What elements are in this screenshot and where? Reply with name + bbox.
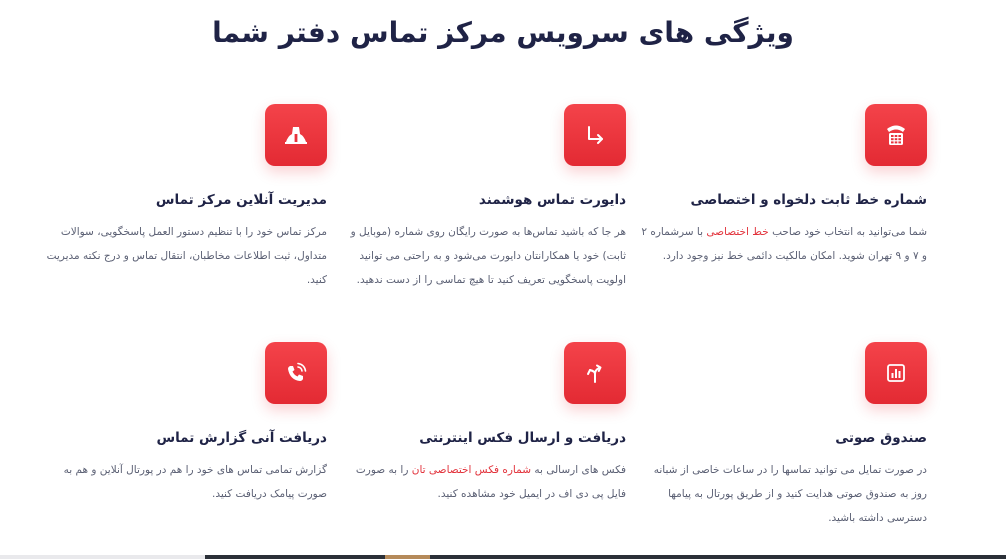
feature-icon-box [865,104,927,166]
feature-icon-box [865,342,927,404]
feature-card-online-management [37,104,327,284]
feature-title: شماره خط ثابت دلخواه و اختصاصی [690,192,927,208]
feature-description [336,458,626,506]
feature-description-text: شما می‌توانید به انتخاب خود صاحب [768,226,927,238]
feature-card-dedicated-line [637,104,927,284]
feature-description-text: را به صورت فایل پی دی اف در ایمیل خود مشاهده کنید. [355,464,626,500]
feature-description-text: با سرشماره ۲ و ۷ و ۹ تهران شوید. امکان مالکیت دائمی خط نیز وجود دارد. [641,226,927,262]
footer-divider [430,555,1006,559]
feature-icon-box [564,342,626,404]
dedicated-line-link[interactable]: خط اختصاصی [706,226,769,238]
fork-arrows-icon [580,358,610,388]
feature-title: دریافت آنی گزارش تماس [156,430,327,446]
feature-icon-box [564,104,626,166]
feature-description-text: فکس های ارسالی به [531,464,626,476]
feature-title: دایورت تماس هوشمند [478,192,626,208]
feature-description: هر جا که باشید تماس‌ها به صورت رایگان روی شماره (موبایل و ثابت) خود یا همکارانتان دایورت می‌شود و به راحتی می توانید اولویت پاسخگویی تعریف کنید تا هیچ تماسی را از دست ندهید. [350,226,626,286]
feature-description: گزارش تمامی تماس های خود را هم در پورتال آنلاین و هم به صورت پیامک دریافت کنید. [63,464,327,500]
feature-description: مرکز تماس خود را با تنظیم دستور العمل پاسخگویی، سوالات متداول، ثبت اطلاعات مخاطبان، انتقال تماس و درج نکته مدیریت کنید. [46,226,327,286]
feature-title: دریافت و ارسال فکس اینترنتی [419,430,626,446]
feature-card-call-report [37,342,327,502]
footer-divider [0,555,205,559]
feature-title: مدیریت آنلاین مرکز تماس [155,192,327,208]
phone-ringing-icon [281,358,311,388]
page-title: ویژگی های سرویس مرکز تماس دفتر شما [212,16,794,49]
redirect-arrow-icon [580,120,610,150]
feature-icon-box [265,104,327,166]
feature-card-internet-fax [336,342,626,502]
feature-card-smart-divert [336,104,626,304]
feature-card-voicemail [637,342,927,522]
feature-title: صندوق صوتی [835,430,927,446]
phone-keypad-icon [881,120,911,150]
call-center-management-icon [281,120,311,150]
bar-chart-icon [881,358,911,388]
footer-divider [385,555,430,559]
feature-description [637,220,927,268]
feature-description: در صورت تمایل می توانید تماسها را در ساعات خاصی از شبانه روز به صندوق صوتی هدایت کنید و از طریق پورتال به پیامها دسترسی داشته باشید. [653,464,927,524]
footer-divider [205,555,385,559]
dedicated-fax-link[interactable]: شماره فکس اختصاصی تان [411,464,531,476]
feature-icon-box [265,342,327,404]
